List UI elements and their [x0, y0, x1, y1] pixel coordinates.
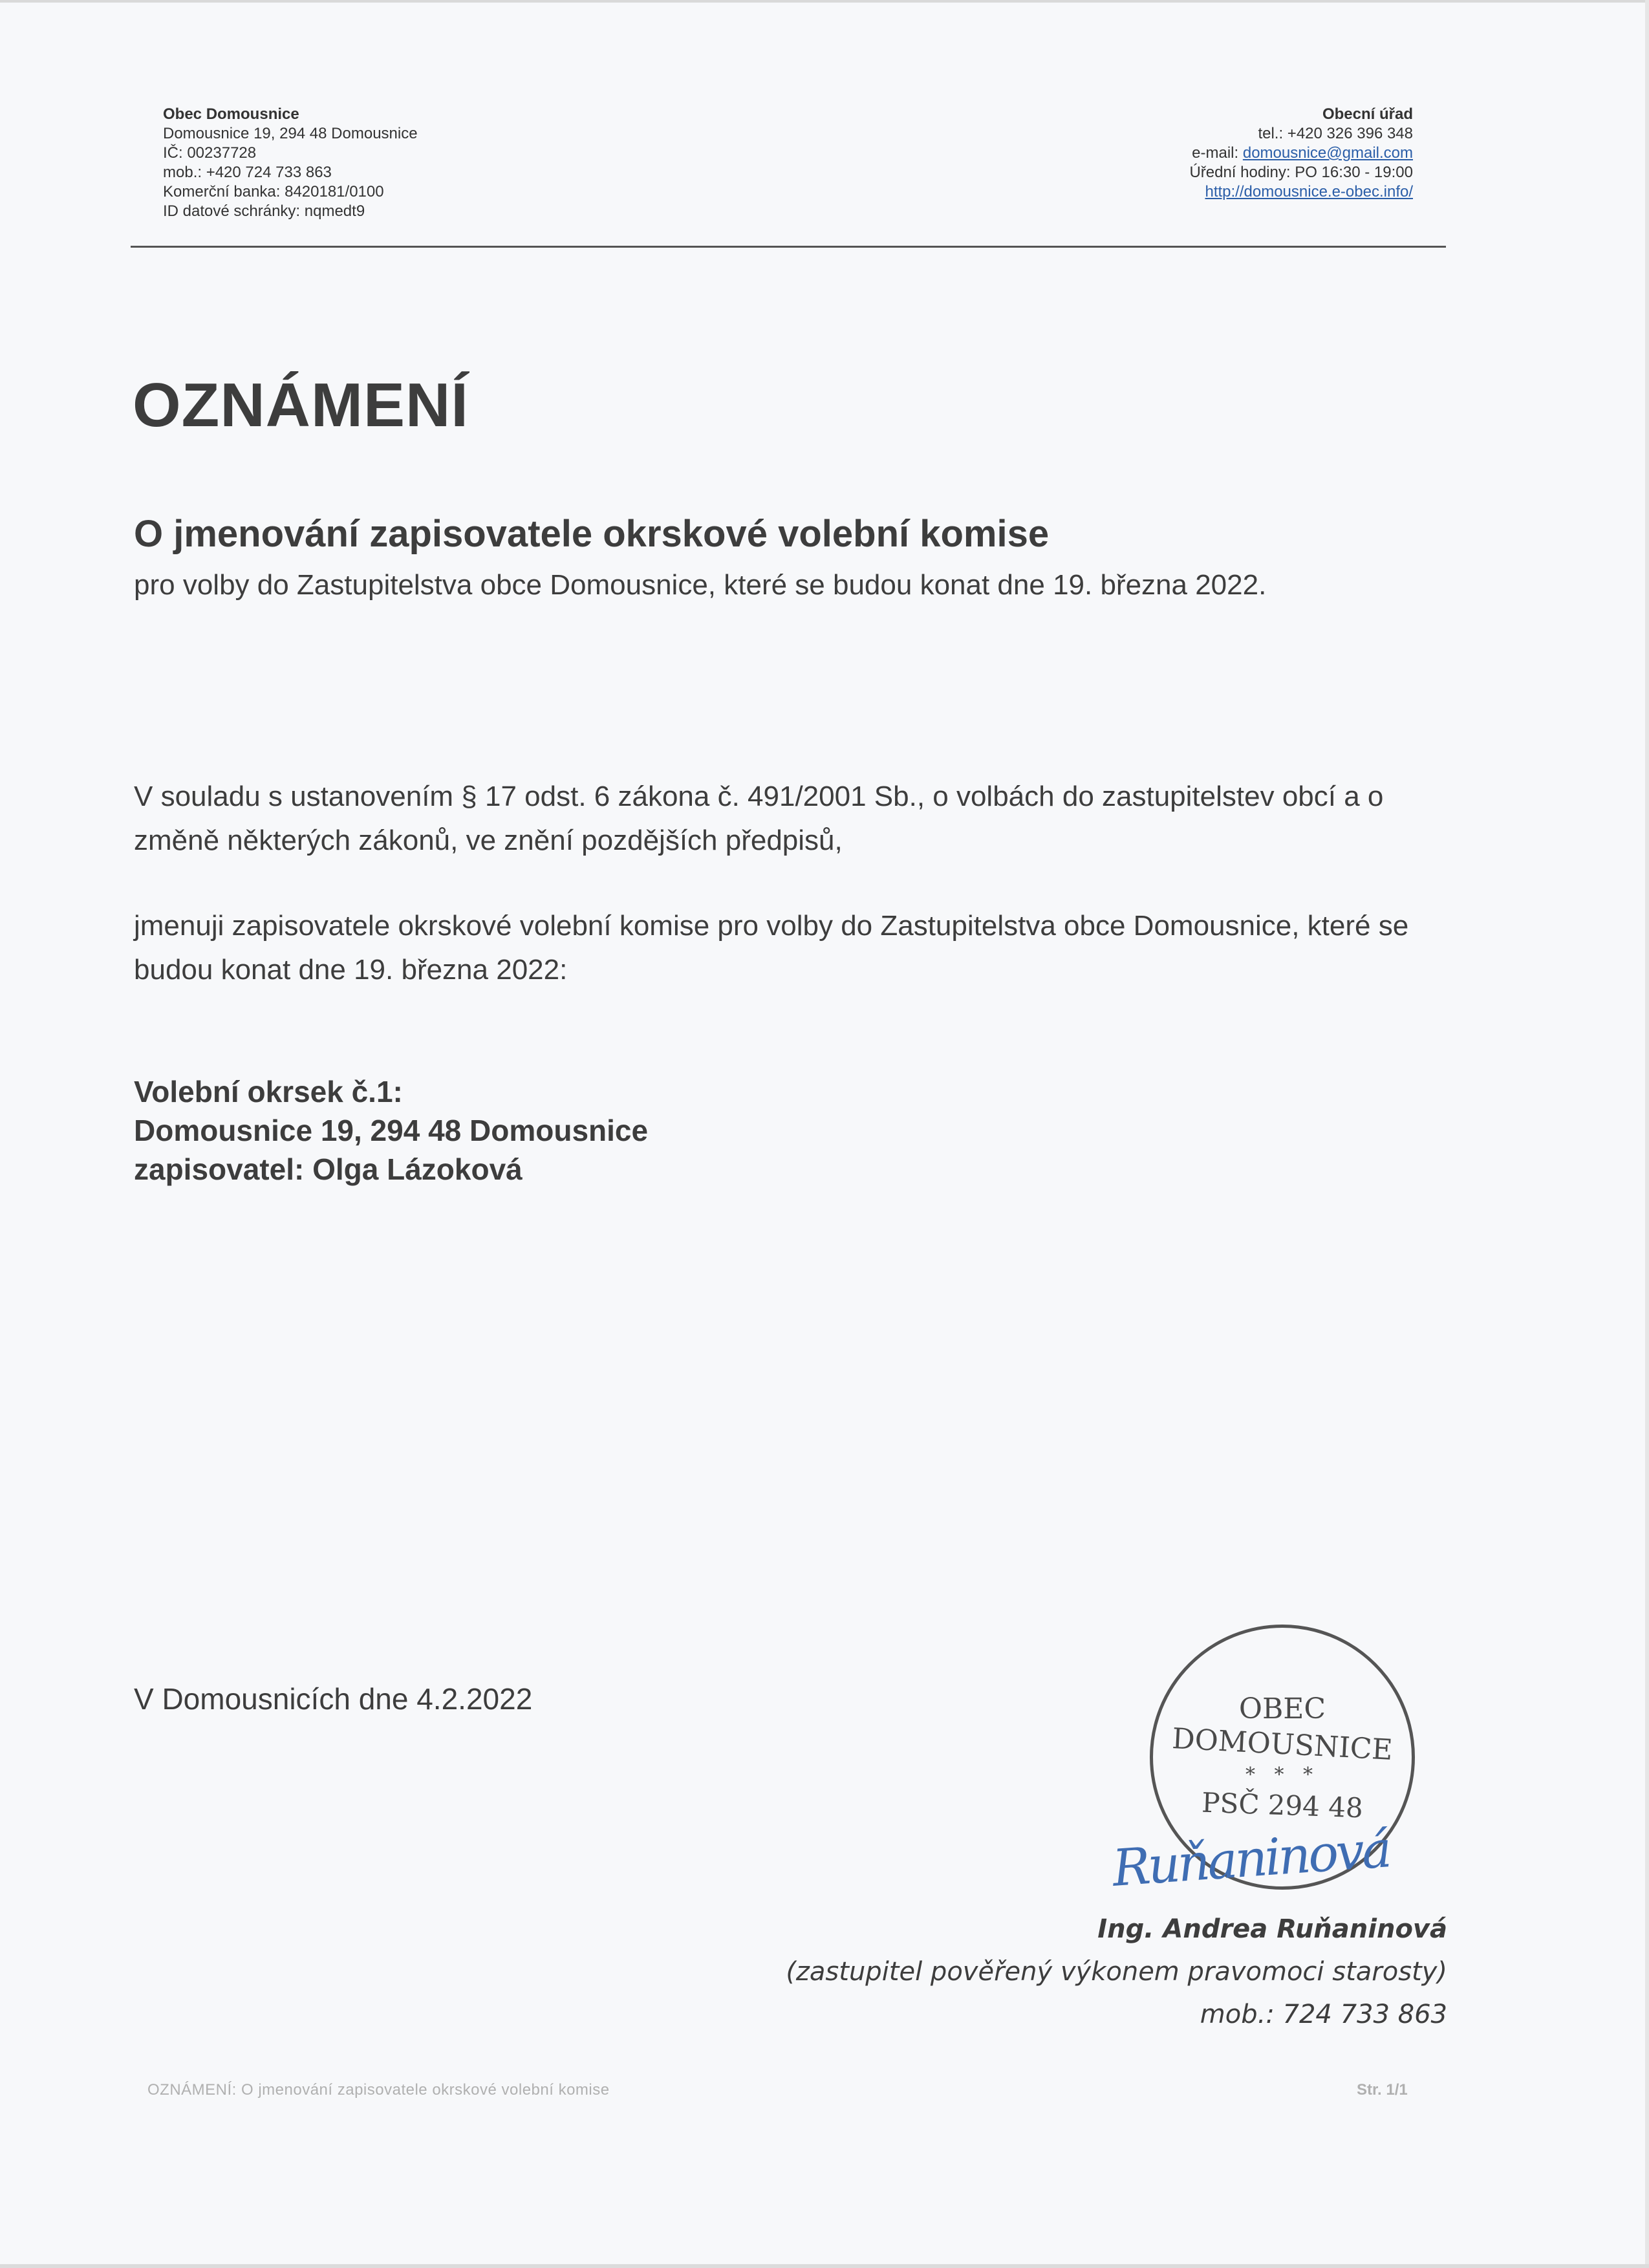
office-name: Obecní úřad	[1322, 105, 1413, 123]
signer-role: (zastupitel pověřený výkonem pravomoci starosty)	[786, 1957, 1447, 1987]
signer-block	[786, 1908, 1447, 2036]
stamp-stars: * * *	[1245, 1764, 1320, 1786]
signer-name: Ing. Andrea Ruňaninová	[1097, 1914, 1447, 1944]
appointment-paragraph: jmenuji zapisovatele okrskové volební komise pro volby do Zastupitelstva obce Domousnice, které se budou konat dne 19. března 2022:	[134, 910, 1409, 986]
stamp-postcode: PSČ 294 48	[1201, 1786, 1364, 1824]
org-mobile: mob.: +420 724 733 863	[163, 164, 332, 181]
district-block	[134, 1072, 648, 1189]
document-title: OZNÁMENÍ	[133, 371, 469, 440]
handwritten-signature: Ruňaninová	[1110, 1820, 1392, 1898]
district-label: Volební okrsek č.1:	[134, 1075, 403, 1108]
scan-edge	[0, 2264, 1649, 2268]
header-sender-block	[163, 105, 418, 221]
office-hours: Úřední hodiny: PO 16:30 - 19:00	[1189, 164, 1413, 181]
stamp-line: OBEC	[1238, 1692, 1326, 1725]
office-email-line	[1189, 144, 1413, 163]
org-name: Obec Domousnice	[163, 105, 299, 123]
stamp-line: DOMOUSNICE	[1171, 1722, 1394, 1767]
document-subtitle: O jmenování zapisovatele okrskové volební komise	[134, 513, 1050, 555]
footer-title: OZNÁMENÍ: O jmenování zapisovatele okrskové volební komise	[147, 2081, 610, 2099]
district-address: Domousnice 19, 294 48 Domousnice	[134, 1114, 649, 1147]
office-phone: tel.: +420 326 396 348	[1258, 125, 1413, 142]
scan-edge	[0, 0, 1649, 3]
page-number: Str. 1/1	[1357, 2081, 1408, 2099]
header-office-block	[1189, 105, 1413, 202]
legal-basis-paragraph: V souladu s ustanovením § 17 odst. 6 zákona č. 491/2001 Sb., o volbách do zastupitelstev obcí a o změně některých zákonů, ve znění pozdějších předpisů,	[134, 781, 1384, 856]
scan-edge	[1645, 0, 1649, 2268]
email-label: e-mail:	[1192, 144, 1243, 162]
document-subline: pro volby do Zastupitelstva obce Domousnice, které se budou konat dne 19. března 2022.	[134, 569, 1267, 601]
signer-mobile: mob.: 724 733 863	[1200, 2000, 1447, 2029]
org-ico: IČ: 00237728	[163, 144, 257, 162]
org-data-box: ID datové schránky: nqmedt9	[163, 202, 365, 220]
email-link[interactable]: domousnice@gmail.com	[1242, 144, 1413, 162]
org-bank: Komerční banka: 8420181/0100	[163, 183, 384, 200]
org-address: Domousnice 19, 294 48 Domousnice	[163, 125, 418, 142]
website-link[interactable]: http://domousnice.e-obec.info/	[1205, 183, 1413, 200]
place-and-date: V Domousnicích dne 4.2.2022	[134, 1682, 533, 1716]
header-divider	[131, 246, 1446, 248]
district-recorder: zapisovatel: Olga Lázoková	[134, 1152, 523, 1186]
